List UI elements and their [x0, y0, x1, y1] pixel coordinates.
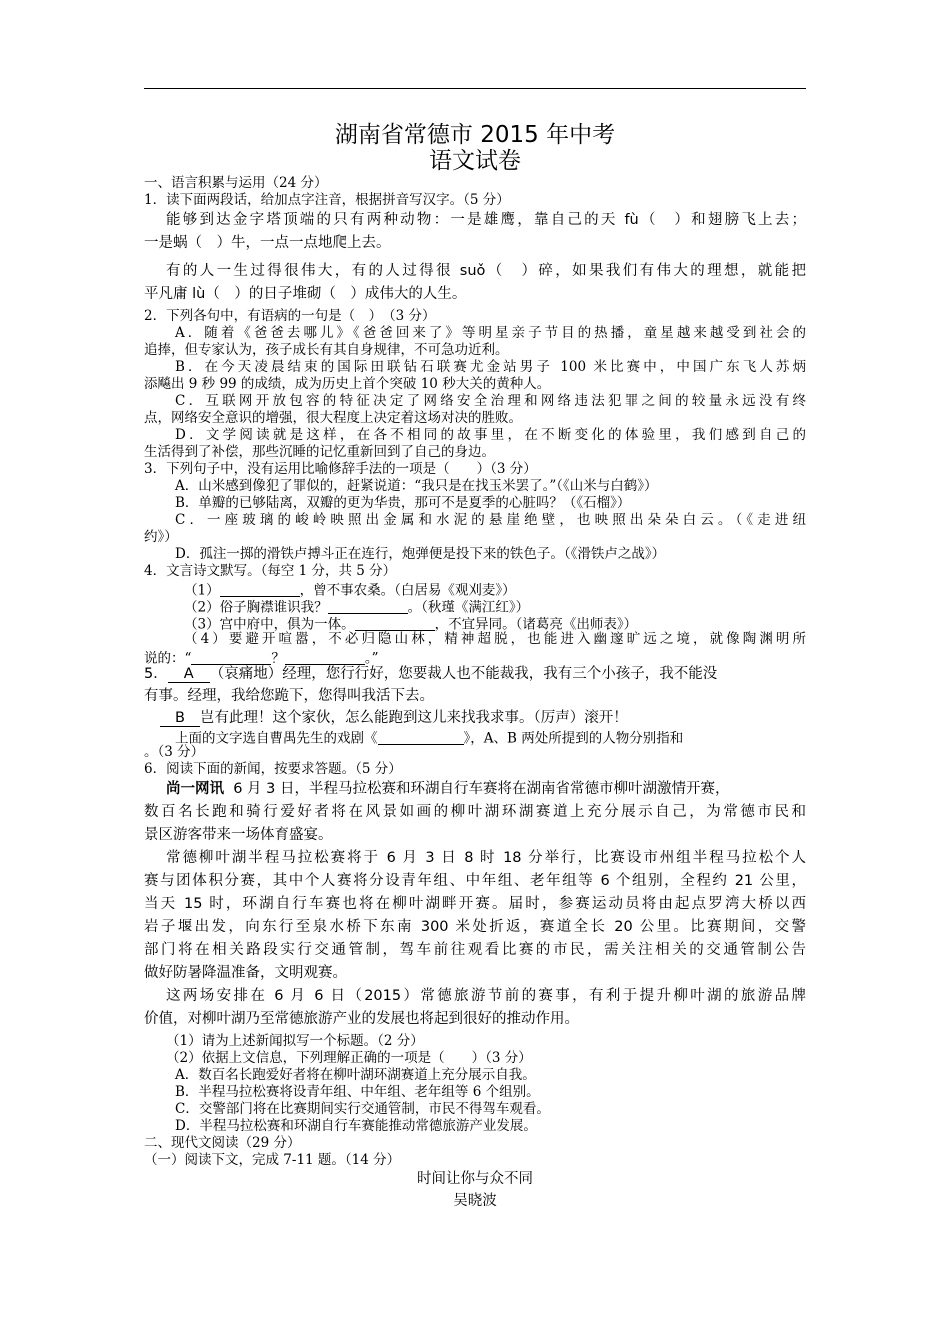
q5-stem-line2: 。（3 分） — [144, 744, 205, 760]
q6-news-p1-text: 6 月 3 日，半程马拉松赛和环湖自行车赛将在湖南省常德市柳叶湖激情开赛， — [233, 781, 730, 797]
q4-item3-suffix: ，不宜异同。（诸葛亮《出师表》） — [434, 616, 638, 633]
q4-item4-prefix: 说的：“ — [144, 650, 192, 667]
q5-number: 5． — [144, 666, 168, 682]
q6-option-c: C．交警部门将在比赛期间实行交通管制，市民不得驾车观看。 — [175, 1101, 550, 1117]
q6-news-p1-line3: 景区游客带来一场体育盛宴。 — [144, 827, 333, 843]
exam-title-line2: 语文试卷 — [429, 148, 521, 174]
q4-blank-2[interactable] — [328, 599, 408, 614]
q4-item2 — [184, 599, 529, 615]
q6-news-p2-line5: 部门将在相关路段实行交通管制，驾车前往观看比赛的市民，需关注相关的交通管制公告 — [144, 942, 806, 958]
section2-heading: 二、现代文阅读（29 分） — [144, 1135, 301, 1151]
q1-para1-line2: 一是蜗（ ）牛，一点一点地爬上去。 — [144, 235, 391, 251]
q4-blank-5[interactable] — [285, 650, 365, 665]
article-title: 时间让你与众不同 — [417, 1171, 533, 1187]
q1-para2-line1: 有的人一生过得很伟大，有的人过得很 suǒ（ ）碎，如果我们有伟大的理想，就能把 — [166, 263, 806, 279]
q5-line-a2: 有事。经理，我给您跪下，您得叫我活下去。 — [144, 688, 434, 704]
q5-blank-play[interactable] — [378, 730, 464, 745]
q3-option-c-line1: C．一座玻璃的峻岭映照出金属和水泥的悬崖绝壁，也映照出朵朵白云。（《走进纽 — [175, 512, 806, 528]
section2-sub1: （一）阅读下文，完成 7-11 题。（14 分） — [144, 1152, 401, 1168]
q6-option-d: D．半程马拉松赛和环湖自行车赛能推动常德旅游产业发展。 — [175, 1118, 537, 1134]
q6-news-p2-line1: 常德柳叶湖半程马拉松赛将于 6 月 3 日 8 时 18 分举行，比赛设市州组半程马拉松个人 — [166, 850, 806, 866]
exam-title-line1: 湖南省常德市 2015 年中考 — [334, 122, 616, 148]
q2-option-c-line2: 点，网络安全意识的增强，很大程度上决定着这场对决的胜败。 — [144, 410, 522, 426]
q2-option-b-line1: B．在今天凌晨结束的国际田联钻石联赛尤金站男子 100 米比赛中，中国广东飞人苏炳 — [175, 359, 806, 375]
q4-item3 — [184, 616, 637, 632]
q4-item2-suffix: 。（秋瑾《满江红》） — [407, 599, 530, 616]
q4-item2-prefix: （2）俗子胸襟谁识我？ — [184, 599, 328, 616]
q2-option-a-line2: 追捧，但专家认为，孩子成长有其自身规律，不可急功近利。 — [144, 342, 509, 358]
q4-blank-4[interactable] — [191, 650, 271, 665]
q6-option-a: A．数百名长跑爱好者将在柳叶湖环湖赛道上充分展示自我。 — [175, 1067, 536, 1083]
q2-option-c-line1: C．互联网开放包容的特征决定了网络安全治理和网络违法犯罪之间的较量永远没有终 — [175, 393, 806, 409]
q6-option-b: B．半程马拉松赛将设青年组、中年组、老年组等 6 个组别。 — [175, 1084, 540, 1100]
q4-item1 — [184, 582, 516, 598]
q4-item1-suffix: ，曾不事农桑。（白居易《观刈麦》） — [299, 582, 516, 599]
q3-option-a: A．山米感到像犯了罪似的，赶紧说道：“我只是在找玉米罢了。”（《山米与白鹤》） — [175, 478, 658, 494]
q5-text-b: 岂有此理！这个家伙，怎么能跑到这儿来找我求事。（厉声）滚开！ — [200, 710, 628, 726]
q4-item1-prefix: （1） — [184, 582, 220, 599]
q4-item4-line1: （4）要避开喧嚣，不必归隐山林，精神超脱，也能进入幽邃旷远之境，就像陶渊明所 — [184, 631, 806, 647]
q1-para2-line2: 平凡庸 lù（ ）的日子堆砌（ ）成伟大的人生。 — [144, 286, 467, 302]
q6-news-p3-line2: 价值，对柳叶湖乃至常德旅游产业的发展也将起到很好的推动作用。 — [144, 1011, 579, 1027]
q5-label-a: A — [168, 667, 210, 683]
q6-news-p1-line1 — [166, 782, 806, 797]
q4-item4-line2 — [144, 650, 379, 666]
q2-option-d-line1: D．文学阅读就是这样，在各不相同的故事里，在不断变化的体验里，我们感到自己的 — [175, 427, 806, 443]
q5-label-b: B — [160, 711, 200, 727]
q1-para1-line1: 能够到达金字塔顶端的只有两种动物：一是雄鹰，靠自己的天 fù（ ）和翅膀飞上去； — [166, 212, 806, 228]
q4-item4-mid: ？ — [271, 650, 285, 667]
q4-item3-prefix: （3）宫中府中，俱为一体。 — [184, 616, 355, 633]
q6-sub2: （2）依据上文信息，下列理解正确的一项是（ ）（3 分） — [166, 1050, 532, 1066]
q5-stem-prefix: 上面的文字选自曹禺先生的戏剧《 — [175, 730, 378, 747]
q2-stem: 2．下列各句中，有语病的一句是（ ） （3 分） — [144, 308, 436, 324]
q6-news-p2-line6: 做好防暑降温准备，文明观赛。 — [144, 965, 347, 981]
q6-stem: 6．阅读下面的新闻，按要求答题。（5 分） — [144, 761, 402, 777]
q6-news-p3-line1: 这两场安排在 6 月 6 日（2015）常德旅游节前的赛事，有利于提升柳叶湖的旅游品牌 — [166, 988, 806, 1004]
q5-stem-suffix: 》，A、B 两处所提到的人物分别指和 — [463, 730, 684, 747]
q6-news-p1-line2: 数百名长跑和骑行爱好者将在风景如画的柳叶湖环湖赛道上充分展示自己，为常德市民和 — [144, 804, 806, 820]
q6-news-source: 尚一网讯 — [166, 781, 224, 797]
article-author: 吴晓波 — [453, 1193, 497, 1209]
q6-news-p2-line2: 赛与团体积分赛，其中个人赛将分设青年组、中年组、老年组等 6 个组别，全程约 21 公里， — [144, 873, 806, 889]
q3-option-d: D．孤注一掷的滑铁卢搏斗正在连行，炮弹便是投下来的铁色子。（《滑铁卢之战》） — [175, 546, 666, 562]
q5-stem — [175, 730, 683, 746]
q3-option-b: B．单瓣的已够陆离，双瓣的更为华贵，那可不是夏季的心脏吗？（《石榴》） — [175, 495, 631, 511]
q5-line-a — [144, 667, 806, 683]
q3-stem: 3．下列句子中，没有运用比喻修辞手法的一项是（ ）（3 分） — [144, 461, 537, 477]
q6-sub1: （1）请为上述新闻拟写一个标题。（2 分） — [166, 1033, 424, 1049]
section1-heading: 一、语言积累与运用（24 分） — [144, 175, 328, 191]
q2-option-d-line2: 生活得到了补偿，那些沉睡的记忆重新回到了自己的身边。 — [144, 444, 495, 460]
q2-option-a-line1: A．随着《爸爸去哪儿》《爸爸回来了》等明星亲子节目的热播，童星越来越受到社会的 — [175, 325, 806, 341]
q4-item4-suffix: 。” — [364, 650, 379, 667]
header-rule — [144, 88, 806, 89]
q5-line-b — [160, 711, 628, 727]
q2-option-b-line2: 添飚出 9 秒 99 的成绩，成为历史上首个突破 10 秒大关的黄种人。 — [144, 376, 551, 392]
q5-text-a: （哀痛地）经理，您行行好，您要裁人也不能裁我，我有三个小孩子，我不能没 — [209, 666, 718, 682]
q1-stem: 1．读下面两段话，给加点字注音，根据拼音写汉字。（5 分） — [144, 192, 510, 208]
q3-option-c-line2: 约》） — [144, 529, 178, 545]
q4-stem: 4．文言诗文默写。（每空 1 分，共 5 分） — [144, 563, 397, 579]
q4-blank-3[interactable] — [355, 616, 435, 631]
q4-blank-1[interactable] — [220, 582, 300, 597]
q6-news-p2-line4: 岩子堰出发，向东行至泉水桥下东南 300 米处折返，赛道全长 20 公里。比赛期间，交警 — [144, 919, 806, 935]
q6-news-p2-line3: 当天 15 时，环湖自行车赛也将在柳叶湖畔开赛。届时，参赛运动员将由起点罗湾大桥以西 — [144, 896, 806, 912]
